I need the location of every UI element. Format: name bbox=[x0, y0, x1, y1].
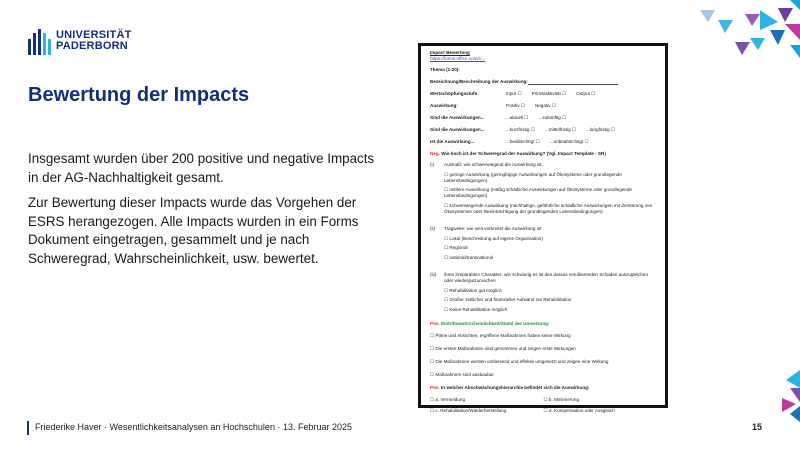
form-section-i bbox=[430, 162, 657, 218]
form-section-head: Tragweite: wie weit verbreitet die Auswirkung ist bbox=[444, 226, 542, 231]
form-neg-heading bbox=[430, 151, 657, 157]
form-sind1-row bbox=[430, 115, 657, 121]
slide-title: Bewertung der Impacts bbox=[28, 84, 250, 106]
form-check-item: ☐ Die Maßnahmen werden umfassend und effektiv umgesetzt und zeigen eine Wirkung bbox=[430, 359, 609, 364]
form-option: Output ☐ bbox=[576, 91, 596, 96]
form-option: ...aktuell ☐ bbox=[506, 115, 529, 120]
form-sind1-label: Sind die Auswirkungen... bbox=[430, 115, 485, 120]
body-paragraph-1: Insgesamt wurden über 200 positive und negative Impacts in der AG-Nachhaltigkeit gesamt. bbox=[28, 151, 375, 185]
form-option: ...mittelfristig ☐ bbox=[544, 127, 577, 132]
form-section-num: (ii) bbox=[430, 226, 436, 231]
footer-accent-bar bbox=[27, 421, 29, 435]
form-section-head: ihren irreparablen Charakter: wie schwierig es ist den daraus resultierenden Schaden auszugleichen oder wiedergutzumachen bbox=[444, 272, 649, 283]
form-check-item: ☐ national/transnational bbox=[444, 254, 494, 260]
form-pos-tag: Pos. bbox=[430, 385, 440, 390]
form-ist-label: Ist die Auswirkung... bbox=[430, 139, 475, 144]
form-pos1-heading-text: Eintrittswahrscheinlichkeit/Stand der Umsetzung: bbox=[440, 321, 550, 326]
form-bezeichnung-line bbox=[528, 80, 618, 85]
university-logo bbox=[26, 27, 136, 59]
form-auswirkung-row bbox=[430, 103, 657, 109]
form-neg-tag: Neg. bbox=[430, 151, 440, 156]
form-check-item: ☐ Keine Rehabilitation möglich bbox=[444, 306, 508, 312]
form-check-item: ☐ geringe Auswirkung (geringfügige Auswirkungen auf Ökosysteme oder grundlegende Lebensbedingungen) bbox=[444, 171, 622, 183]
decorative-triangles-bottom bbox=[760, 370, 800, 430]
body-text bbox=[28, 150, 388, 275]
form-option: Positiv ☐ bbox=[506, 103, 525, 108]
form-check-item: ☐ c. Rehabilitation/Wiederherstellung bbox=[430, 408, 507, 413]
form-title: Impact Bewertung bbox=[430, 50, 470, 55]
form-check-item: ☐ Die ersten Maßnahmen sind genommen und zeigen erste Wirkungen bbox=[430, 346, 576, 351]
form-section-num: (iii) bbox=[430, 272, 437, 277]
page-number: 15 bbox=[751, 422, 762, 432]
form-section-ii bbox=[430, 226, 657, 264]
form-sind2-label: Sind die Auswirkungen... bbox=[430, 127, 485, 132]
form-option: ...beabsichtigt ☐ bbox=[506, 139, 540, 144]
form-pos1-heading bbox=[430, 321, 657, 327]
body-paragraph-2: Zur Bewertung dieser Impacts wurde das Vorgehen der ESRS herangezogen. Alle Impacts wurden in ein Forms Dokument eingetragen, gesammelt und je nach Schweregrad, Wahrscheinlichkeit, usw. bewertet. bbox=[28, 195, 359, 266]
form-check-item: ☐ Regional bbox=[444, 245, 468, 250]
form-thema-label: Thema (1-20): bbox=[430, 67, 460, 72]
form-neg-heading-text: Wie hoch ist der Schweregrad der Auswirkung? (Vgl. Impact Template - SR) bbox=[441, 151, 606, 156]
form-option: Input ☐ bbox=[506, 91, 522, 96]
form-thema-row bbox=[430, 67, 657, 73]
form-option: ...kurzfristig ☐ bbox=[506, 127, 535, 132]
form-option: ...langfristig ☐ bbox=[586, 127, 615, 132]
form-option: ...zukünftig ☐ bbox=[538, 115, 567, 120]
form-option: Primäraktivität ☐ bbox=[531, 91, 567, 96]
logo-line-1: UNIVERSITÄT bbox=[56, 29, 132, 41]
form-option: ...unbeabsichtigt ☐ bbox=[549, 139, 589, 144]
form-check-item: ☐ d. Kompensation oder Ausgleich bbox=[543, 408, 615, 413]
form-option: Negativ ☐ bbox=[534, 103, 556, 108]
logo-text bbox=[56, 30, 132, 52]
form-auswirkung-label: Auswirkung: bbox=[430, 103, 458, 108]
logo-line-2: PADERBORN bbox=[56, 40, 128, 52]
form-link: https://forms.office.com/r/... bbox=[430, 56, 486, 61]
form-section-iii bbox=[430, 272, 657, 316]
form-pos2-row-1 bbox=[430, 397, 657, 403]
form-bezeichnung-label: Bezeichnung/Beschreibung der Auswirkung: bbox=[430, 79, 528, 84]
form-check-item: ☐ b. Minimierung bbox=[543, 397, 580, 402]
form-section-num: (i) bbox=[430, 162, 435, 167]
form-check-item: ☐ Großer zeitlicher und finanzieller Aufwand zur Rehabilitation bbox=[444, 297, 572, 302]
form-check-item: ☐ schwerwiegende Auswirkung (nachhaltige, gefährliche schädliche Auswirkungen mit Zerstörung von Ökosystemen oder Beeinträchtigung der grundlegenden Lebensbedingungen) bbox=[444, 202, 653, 214]
form-pos2-heading-text: In welcher Abschwächungshierarchie befindet sich die Auswirkung: bbox=[440, 385, 590, 390]
impact-form-image bbox=[418, 43, 668, 413]
form-bezeichnung-row bbox=[430, 79, 657, 85]
form-check-item: ☐ Pläne und Absichten; ergriffene Maßnahmen haben keine Wirkung bbox=[430, 333, 571, 338]
form-sind2-row bbox=[430, 127, 657, 133]
logo-mark-icon bbox=[26, 27, 52, 57]
form-wertschoepfung-row bbox=[430, 91, 657, 97]
form-check-item: ☐ Lokal (Beschreibung auf eigene Organisation) bbox=[444, 235, 543, 241]
footer-text: Friederike Haver · Wesentlichkeitsanalysen an Hochschulen · 13. Februar 2025 bbox=[35, 422, 352, 432]
form-check-item: ☐ mittlere Auswirkung (mäßig schädliche Auswirkungen auf Ökosysteme oder grundlegende Lebensbedingungen) bbox=[444, 187, 632, 198]
form-check-item: ☐ Maßnahmen sind ausbaubar bbox=[430, 372, 494, 377]
form-ist-row bbox=[430, 139, 657, 145]
form-section-head: Ausmaß: wie schwerwiegend die Auswirkung ist, bbox=[444, 162, 543, 167]
form-pos-tag: Pos. bbox=[430, 321, 440, 326]
form-pos2-heading bbox=[430, 385, 657, 391]
form-check-item: ☐ Rehabilitation gut möglich bbox=[444, 287, 502, 293]
form-pos2-row-2 bbox=[430, 408, 657, 414]
form-wertschoepfung-label: Wertschöpfungsstufe: bbox=[430, 91, 479, 96]
form-check-item: ☐ a. Vermeidung bbox=[430, 397, 466, 402]
